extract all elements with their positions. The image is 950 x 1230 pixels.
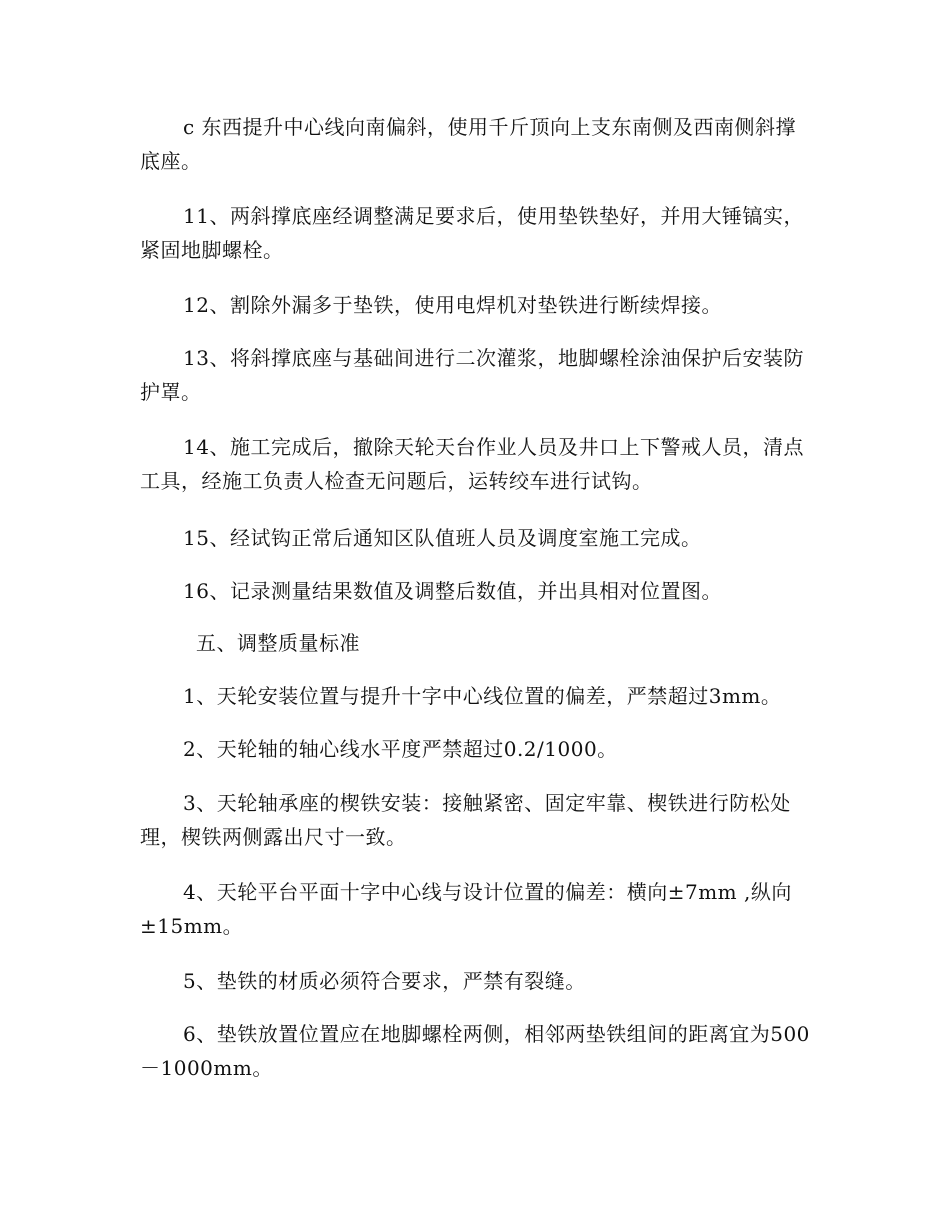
standard-6: 6、垫铁放置位置应在地脚螺栓两侧，相邻两垫铁组间的距离宜为500－1000mm。 [140, 1022, 810, 1080]
paragraph-c: c 东西提升中心线向南偏斜，使用千斤顶向上支东南侧及西南侧斜撑底座。 [140, 115, 797, 173]
standard-3: 3、天轮轴承座的楔铁安装：接触紧密、固定牢靠、楔铁进行防松处理，楔铁两侧露出尺寸一致。 [140, 791, 791, 849]
paragraph-12: 12、割除外漏多于垫铁，使用电焊机对垫铁进行断续焊接。 [183, 293, 722, 317]
standard-4: 4、天轮平台平面十字中心线与设计位置的偏差：横向±7mm ,纵向±15mm。 [140, 880, 792, 938]
paragraph-11: 11、两斜撑底座经调整满足要求后，使用垫铁垫好，并用大锤镐实，紧固地脚螺栓。 [140, 204, 804, 262]
standard-2: 2、天轮轴的轴心线水平度严禁超过0.2/1000。 [183, 737, 618, 761]
section-heading: 五、调整质量标准 [196, 631, 360, 655]
standard-5: 5、垫铁的材质必须符合要求，严禁有裂缝。 [183, 969, 586, 993]
paragraph-13: 13、将斜撑底座与基础间进行二次灌浆，地脚螺栓涂油保护后安装防护罩。 [140, 346, 804, 404]
paragraph-15: 15、经试钩正常后通知区队值班人员及调度室施工完成。 [183, 526, 702, 550]
standard-1: 1、天轮安装位置与提升十字中心线位置的偏差，严禁超过3mm。 [183, 684, 782, 708]
paragraph-14: 14、施工完成后，撤除天轮天台作业人员及井口上下警戒人员，清点工具，经施工负责人检查无问题后，运转绞车进行试钩。 [140, 435, 804, 493]
paragraph-16: 16、记录测量结果数值及调整后数值，并出具相对位置图。 [183, 579, 722, 603]
